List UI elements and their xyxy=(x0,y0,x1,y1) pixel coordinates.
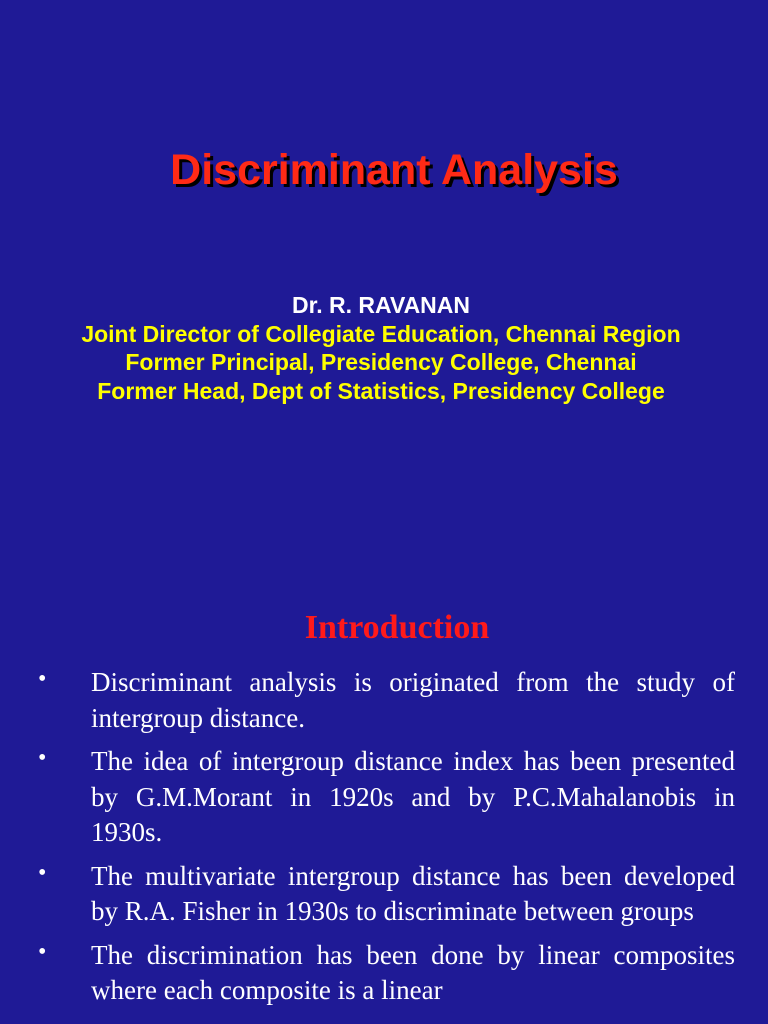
affiliation-line: Former Head, Dept of Statistics, Presidency College xyxy=(97,377,665,404)
bullet-item xyxy=(0,859,768,930)
bullet-dot-icon: • xyxy=(38,859,47,886)
bullet-text: The idea of intergroup distance index has been presented by G.M.Morant in 1920s and by P.C.Mahalanobis in 1930s. xyxy=(91,746,735,847)
bullet-item xyxy=(0,665,768,736)
bullet-item xyxy=(0,744,768,851)
slide-title: Discriminant Analysis xyxy=(170,146,618,194)
affiliation-line: Former Principal, Presidency College, Chennai xyxy=(125,349,637,375)
author-name: Dr. R. RAVANAN xyxy=(291,292,471,318)
section-heading: Introduction xyxy=(304,609,490,646)
bullet-dot-icon: • xyxy=(38,666,47,692)
bullet-item xyxy=(0,938,768,1009)
bullet-dot-icon: • xyxy=(38,745,47,771)
bullet-dot-icon: • xyxy=(38,938,47,965)
author-block xyxy=(0,291,762,405)
bullet-text: Discriminant analysis is originated from the study of intergroup distance. xyxy=(91,667,735,733)
bullet-text: The discrimination has been done by linear composites where each composite is a linear xyxy=(91,939,735,1005)
affiliation-line: Joint Director of Collegiate Education, Chennai Region xyxy=(81,320,681,347)
bullet-list xyxy=(0,665,768,1017)
bullet-text: The multivariate intergroup distance has been developed by R.A. Fisher in 1930s to discriminate between groups xyxy=(91,860,735,926)
